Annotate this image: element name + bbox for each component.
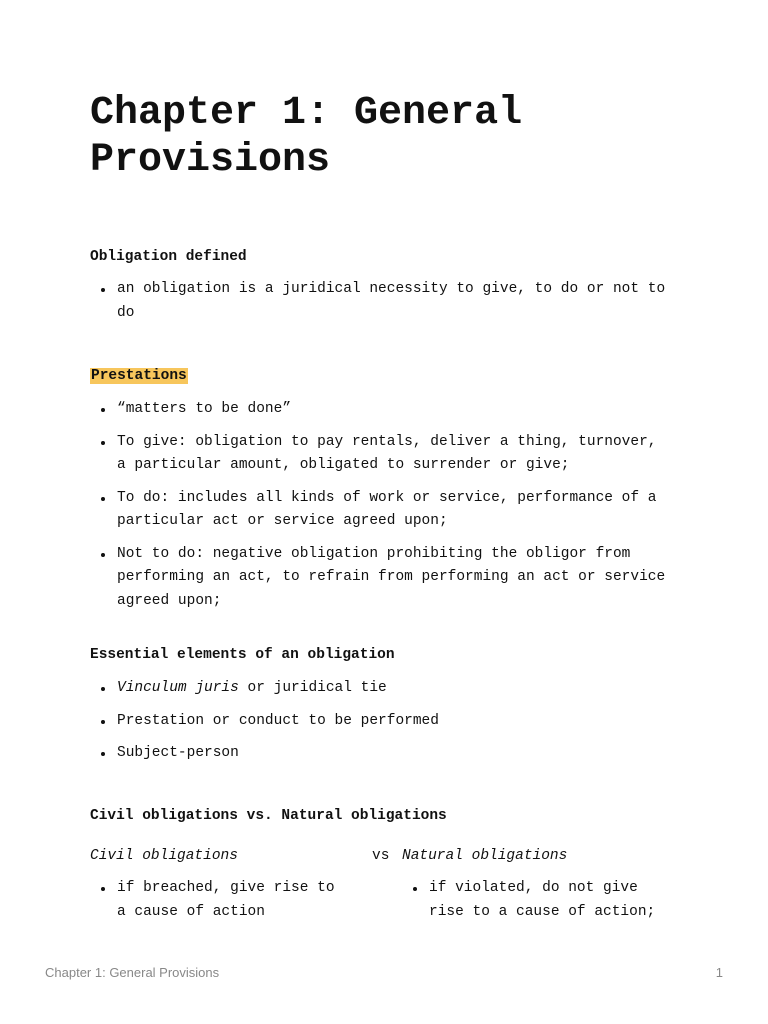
list-item	[90, 677, 670, 701]
list-item: To do: includes all kinds of work or service, performance of a particular act or service agreed upon;	[90, 487, 670, 534]
list-item: if violated, do not give rise to a cause of action;	[402, 877, 672, 924]
section-heading-civil-vs-natural: Civil obligations vs. Natural obligations	[90, 808, 447, 824]
obligation-defined-list	[90, 278, 670, 334]
vs-label: vs	[372, 848, 390, 864]
highlighted-text: Prestations	[91, 368, 187, 384]
footer-chapter-title: Chapter 1: General Provisions	[45, 965, 220, 980]
page-title: Chapter 1: General Provisions	[90, 91, 523, 183]
list-item: an obligation is a juridical necessity to give, to do or not to do	[90, 278, 670, 325]
italic-term: Vinculum juris	[117, 680, 239, 696]
section-heading-obligation-defined: Obligation defined	[90, 249, 247, 265]
list-item: Subject-person	[90, 742, 670, 766]
footer-page-number: 1	[715, 965, 723, 980]
essential-elements-list	[90, 677, 670, 775]
column-header-natural: Natural obligations	[402, 848, 568, 864]
list-item: Prestation or conduct to be performed	[90, 710, 670, 734]
section-heading-prestations	[90, 366, 188, 386]
prestations-list	[90, 398, 670, 622]
list-item-text: or juridical tie	[238, 680, 387, 696]
column-header-civil: Civil obligations	[90, 848, 238, 864]
civil-obligations-list	[90, 877, 340, 933]
list-item: Not to do: negative obligation prohibiting the obligor from performing an act, to refrain from performing an act or service agreed upon;	[90, 543, 670, 614]
list-item: To give: obligation to pay rentals, deliver a thing, turnover, a particular amount, obligated to surrender or give;	[90, 431, 670, 478]
natural-obligations-list	[402, 877, 672, 933]
list-item: “matters to be done”	[90, 398, 670, 422]
section-heading-essential-elements: Essential elements of an obligation	[90, 647, 395, 663]
list-item: if breached, give rise to a cause of action	[90, 877, 340, 924]
